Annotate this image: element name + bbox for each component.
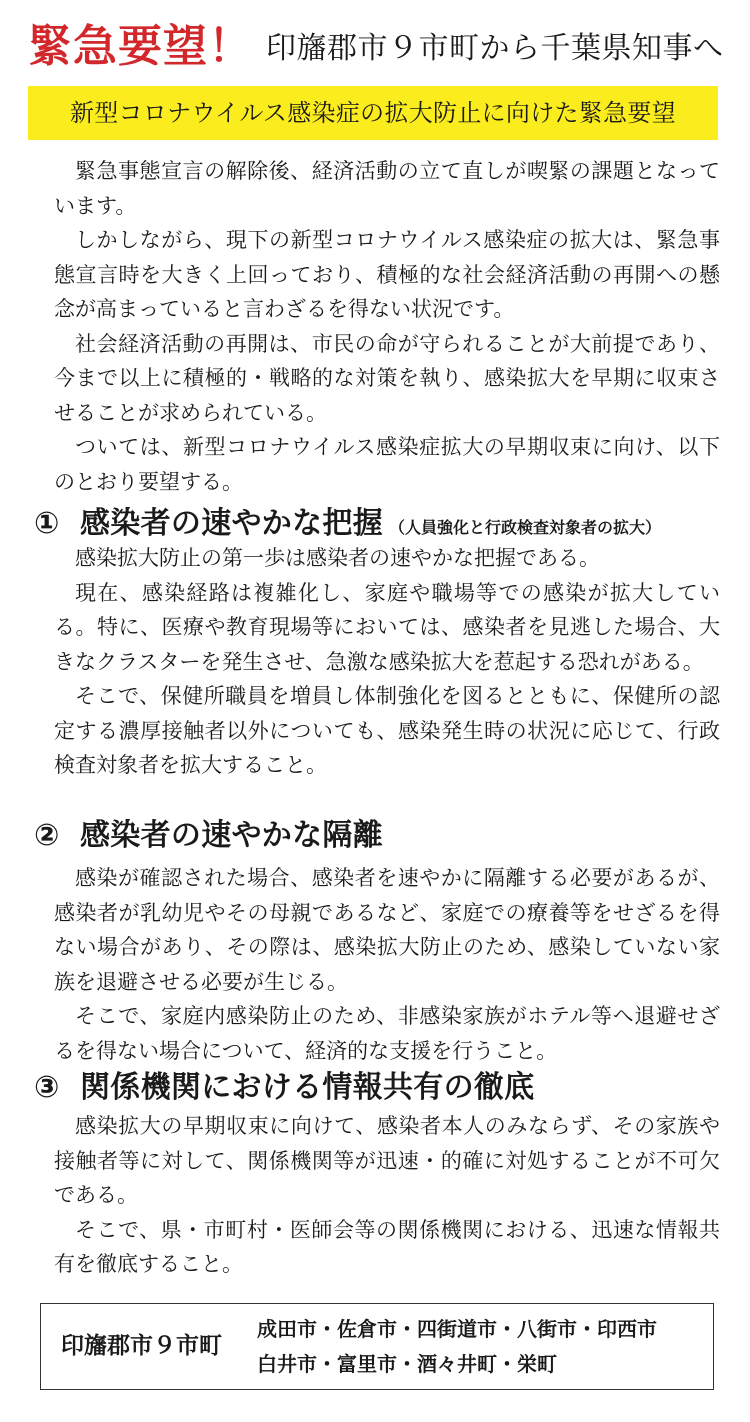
footer-cities: [257, 1312, 657, 1382]
header-subtitle: 印旛郡市９市町から千葉県知事へ: [266, 31, 724, 66]
header: [28, 18, 728, 76]
section-3-body: [54, 1109, 720, 1282]
section-1-body: [54, 541, 720, 783]
section-number: ③: [34, 1070, 60, 1105]
section-paragraph: 現在、感染経路は複雑化し、家庭や職場等での感染が拡大している。特に、医療や教育現場等においては、感染者を見逃した場合、大きなクラスターを発生させ、急激な感染拡大を惹起する恐れがある。: [54, 580, 720, 674]
section-paragraph: 感染拡大の早期収束に向けて、感染者本人のみならず、その家族や接触者等に対して、関係機関等が迅速・的確に対処することが不可欠である。: [54, 1114, 720, 1207]
section-1-heading: [34, 502, 661, 546]
urgent-title: 緊急要望！: [28, 21, 253, 72]
intro-text: [54, 154, 720, 499]
footer-box: [40, 1303, 714, 1390]
intro-paragraph: ついては、新型コロナウイルス感染症拡大の早期収束に向け、以下のとおり要望する。: [54, 435, 720, 494]
section-paragraph: 感染が確認された場合、感染者を速やかに隔離する必要があるが、感染者が乳幼児やその母親であるなど、家庭での療養等をせざるを得ない場合があり、その際は、感染拡大防止のため、感染していない家族を退避させる必要が生じる。: [54, 866, 720, 994]
section-paragraph: そこで、県・市町村・医師会等の関係機関における、迅速な情報共有を徹底すること。: [54, 1217, 720, 1276]
section-note: （人員強化と行政検査対象者の拡大）: [389, 518, 662, 537]
footer-city-line: 成田市・佐倉市・四街道市・八街市・印西市: [257, 1317, 657, 1341]
section-2-heading: [34, 814, 383, 858]
footer-label: 印旛郡市９市町: [61, 1333, 222, 1359]
banner: [28, 86, 718, 140]
intro-paragraph: 社会経済活動の再開は、市民の命が守られることが大前提であり、今まで以上に積極的・戦略的な対策を執り、感染拡大を早期に収束させることが求められている。: [54, 331, 720, 425]
section-3-heading: [34, 1066, 535, 1110]
section-paragraph: そこで、保健所職員を増員し体制強化を図るとともに、保健所の認定する濃厚接触者以外についても、感染発生時の状況に応じて、行政検査対象者を拡大すること。: [54, 684, 720, 777]
section-paragraph: そこで、家庭内感染防止のため、非感染家族がホテル等へ退避せざるを得ない場合について、経済的な支援を行うこと。: [54, 1004, 720, 1063]
intro-paragraph: しかしながら、現下の新型コロナウイルス感染症の拡大は、緊急事態宣言時を大きく上回っており、積極的な社会経済活動の再開への懸念が高まっていると言わざるを得ない状況です。: [54, 228, 720, 321]
section-title: 感染者の速やかな隔離: [80, 818, 383, 853]
section-2-body: [54, 861, 720, 1068]
section-title: 関係機関における情報共有の徹底: [80, 1070, 535, 1105]
section-number: ①: [34, 506, 60, 541]
intro-paragraph: 緊急事態宣言の解除後、経済活動の立て直しが喫緊の課題となっています。: [54, 159, 720, 218]
banner-title: 新型コロナウイルス感染症の拡大防止に向けた緊急要望: [69, 99, 677, 127]
section-paragraph: 感染拡大防止の第一歩は感染者の速やかな把握である。: [75, 546, 600, 570]
footer-city-line: 白井市・富里市・酒々井町・栄町: [257, 1352, 557, 1376]
section-title: 感染者の速やかな把握: [80, 506, 383, 541]
section-number: ②: [34, 818, 60, 853]
